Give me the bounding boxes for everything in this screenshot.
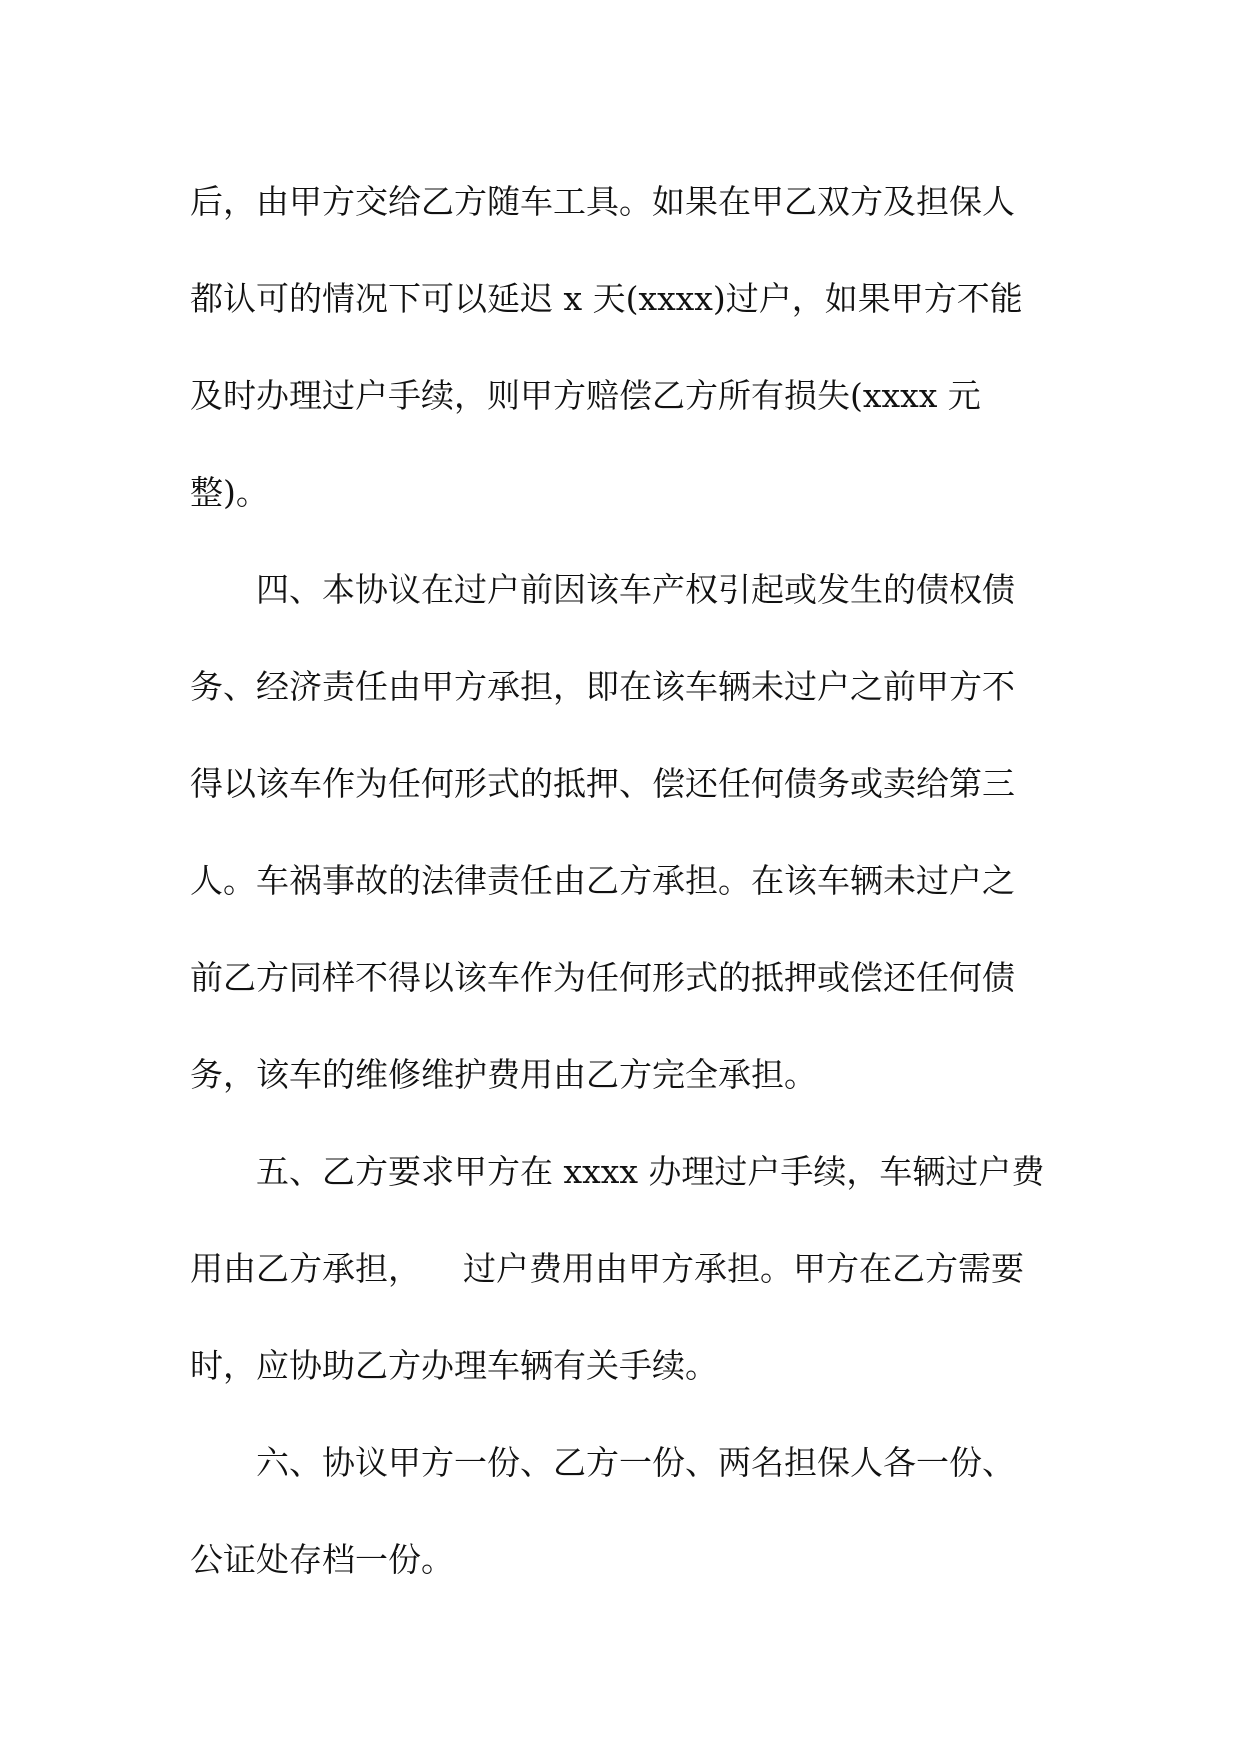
text-line: 务，该车的维修维护费用由乙方完全承担。 xyxy=(190,1055,817,1094)
text-line: 用由乙方承担， 过户费用由甲方承担。甲方在乙方需要 xyxy=(190,1249,1024,1288)
text-line: 务、经济责任由甲方承担，即在该车辆未过户之前甲方不 xyxy=(190,667,1015,706)
text-line: 前乙方同样不得以该车作为任何形式的抵押或偿还任何债 xyxy=(190,958,1015,997)
text-line: 后，由甲方交给乙方随车工具。如果在甲乙双方及担保人 xyxy=(190,182,1015,221)
text-line: 及时办理过户手续，则甲方赔偿乙方所有损失(xxxx 元 xyxy=(190,376,981,415)
paragraph-four-first-line: 四、本协议在过户前因该车产权引起或发生的债权债 xyxy=(256,570,1015,609)
text-line: 都认可的情况下可以延迟 x 天(xxxx)过户，如果甲方不能 xyxy=(190,279,1023,318)
text-line: 得以该车作为任何形式的抵押、偿还任何债务或卖给第三 xyxy=(190,764,1015,803)
text-line: 时，应协助乙方办理车辆有关手续。 xyxy=(190,1346,718,1385)
text-line: 公证处存档一份。 xyxy=(190,1540,454,1579)
text-line: 整)。 xyxy=(190,473,269,512)
paragraph-six-first-line: 六、协议甲方一份、乙方一份、两名担保人各一份、 xyxy=(256,1443,1015,1482)
paragraph-five-first-line: 五、乙方要求甲方在 xxxx 办理过户手续，车辆过户费 xyxy=(256,1152,1045,1191)
text-line: 人。车祸事故的法律责任由乙方承担。在该车辆未过户之 xyxy=(190,861,1015,900)
